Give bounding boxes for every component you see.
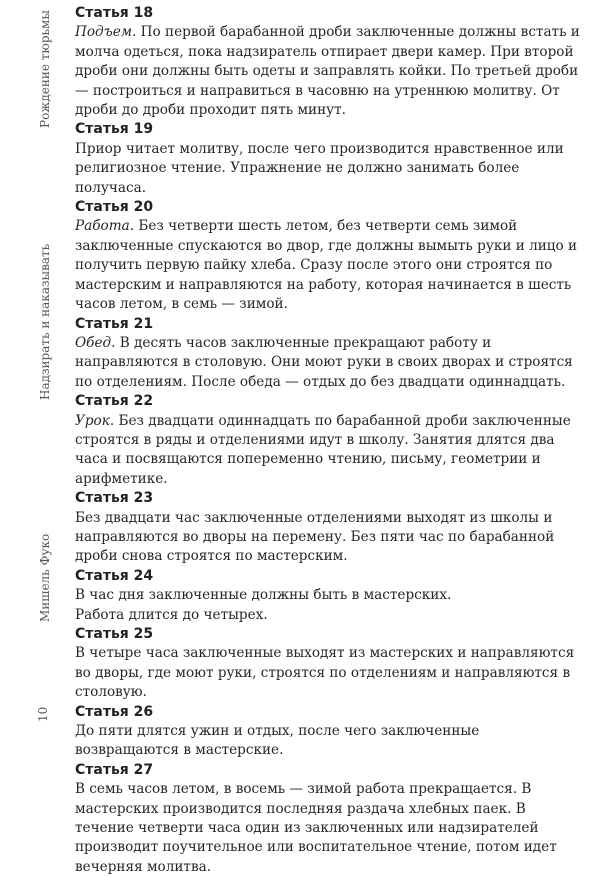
article-text: . В десять часов заключенные прекращают работу и направляются в столовую. Они моют руки в своих дворах и строятся по отделениям. После обеда — отдых до без двадцати одиннадцать. <box>75 334 573 390</box>
article <box>75 703 587 761</box>
article-paragraph <box>75 722 587 761</box>
article-paragraph <box>75 780 587 877</box>
article-paragraph <box>75 644 587 702</box>
article <box>75 761 587 877</box>
article <box>75 489 587 567</box>
article-heading: Статья 19 <box>75 121 154 138</box>
article-text: Работа длится до четырех. <box>75 606 268 623</box>
article-paragraph <box>75 412 587 490</box>
article <box>75 198 587 314</box>
article-body <box>75 23 587 120</box>
article-heading: Статья 18 <box>75 5 154 21</box>
article-text: В час дня заключенные должны быть в мастерских. <box>75 587 452 604</box>
article-lead: Урок <box>75 412 110 429</box>
running-head-section: Рождение тюрьмы <box>38 10 52 128</box>
article-paragraph <box>75 217 587 314</box>
article-body <box>75 334 587 392</box>
article-text: Приор читает молитву, после чего производится нравственное или религиозное чтение. Упражнение не должно занимать более получаса. <box>75 140 564 196</box>
running-head-book: Надзирать и наказывать <box>38 243 52 400</box>
side-margin <box>0 0 60 750</box>
article-heading: Статья 26 <box>75 703 154 720</box>
article-text: До пяти длятся ужин и отдых, после чего заключенные возвращаются в мастерские. <box>75 723 480 759</box>
article-body <box>75 780 587 877</box>
article-paragraph <box>75 140 587 198</box>
article <box>75 315 587 393</box>
article-paragraph <box>75 586 587 605</box>
article-text: . Без четверти шесть летом, без четверти семь зимой заключенные спускаются во двор, где должны вымыть руки и лицо и получить первую пайку хлеба. Сразу после этого они строятся по мастерским и направляются на работу, которая начинается в шесть часов летом, в семь — зимой. <box>75 218 578 313</box>
running-head-author: Мишель Фуко <box>38 533 52 622</box>
article-text: В четыре часа заключенные выходят из мастерских и направляются во дворы, где моют руки, строятся по отделениям и направляются в столовую. <box>75 645 575 701</box>
article-heading: Статья 23 <box>75 490 154 507</box>
article-heading: Статья 27 <box>75 761 154 778</box>
article-body <box>75 644 587 702</box>
article-lead: Обед <box>75 334 112 351</box>
article <box>75 625 587 703</box>
article <box>75 4 587 120</box>
article-heading: Статья 22 <box>75 393 154 410</box>
article-text: Без двадцати час заключенные отделениями выходят из школы и направляются во дворы на перемену. Без пяти час по барабанной дроби снова строятся по мастерским. <box>75 509 555 565</box>
page-number: 10 <box>36 706 50 722</box>
article-text: . Без двадцати одиннадцать по барабанной дроби заключенные строятся в ряды и отделениями идут в школу. Занятия длятся два часа и посвящаются попеременно чтению, письму, геометрии и арифметике. <box>75 412 571 487</box>
article-paragraph <box>75 23 587 120</box>
article-body <box>75 412 587 490</box>
article-body <box>75 217 587 314</box>
article-text: . По первой барабанной дроби заключенные должны встать и молча одеться, пока надзиратель отпирает двери камер. При второй дроби они должны быть одеты и заправлять койки. По третьей дроби — построиться и направиться в часовню на утреннюю молитву. От дроби до дроби проходит пять минут. <box>75 24 580 119</box>
article-paragraph <box>75 509 587 567</box>
article-heading: Статья 25 <box>75 626 154 642</box>
article-body <box>75 722 587 761</box>
article-lead: Работа <box>75 218 130 235</box>
article-paragraph <box>75 606 587 625</box>
article-body <box>75 509 587 567</box>
article-paragraph <box>75 334 587 392</box>
article-heading: Статья 24 <box>75 567 154 584</box>
article-text: В семь часов летом, в восемь — зимой работа прекращается. В мастерских производится последняя раздача хлебных паек. В течение четверти часа один из заключенных или надзирателей производит поучительное или воспитательное чтение, потом идет вечерняя молитва. <box>75 781 557 875</box>
article <box>75 567 587 625</box>
article-body <box>75 586 587 625</box>
page-body <box>75 4 587 877</box>
article-body <box>75 140 587 198</box>
article <box>75 120 587 198</box>
article-lead: Подъем <box>75 24 133 41</box>
article <box>75 392 587 489</box>
article-heading: Статья 21 <box>75 315 154 332</box>
article-heading: Статья 20 <box>75 199 154 216</box>
